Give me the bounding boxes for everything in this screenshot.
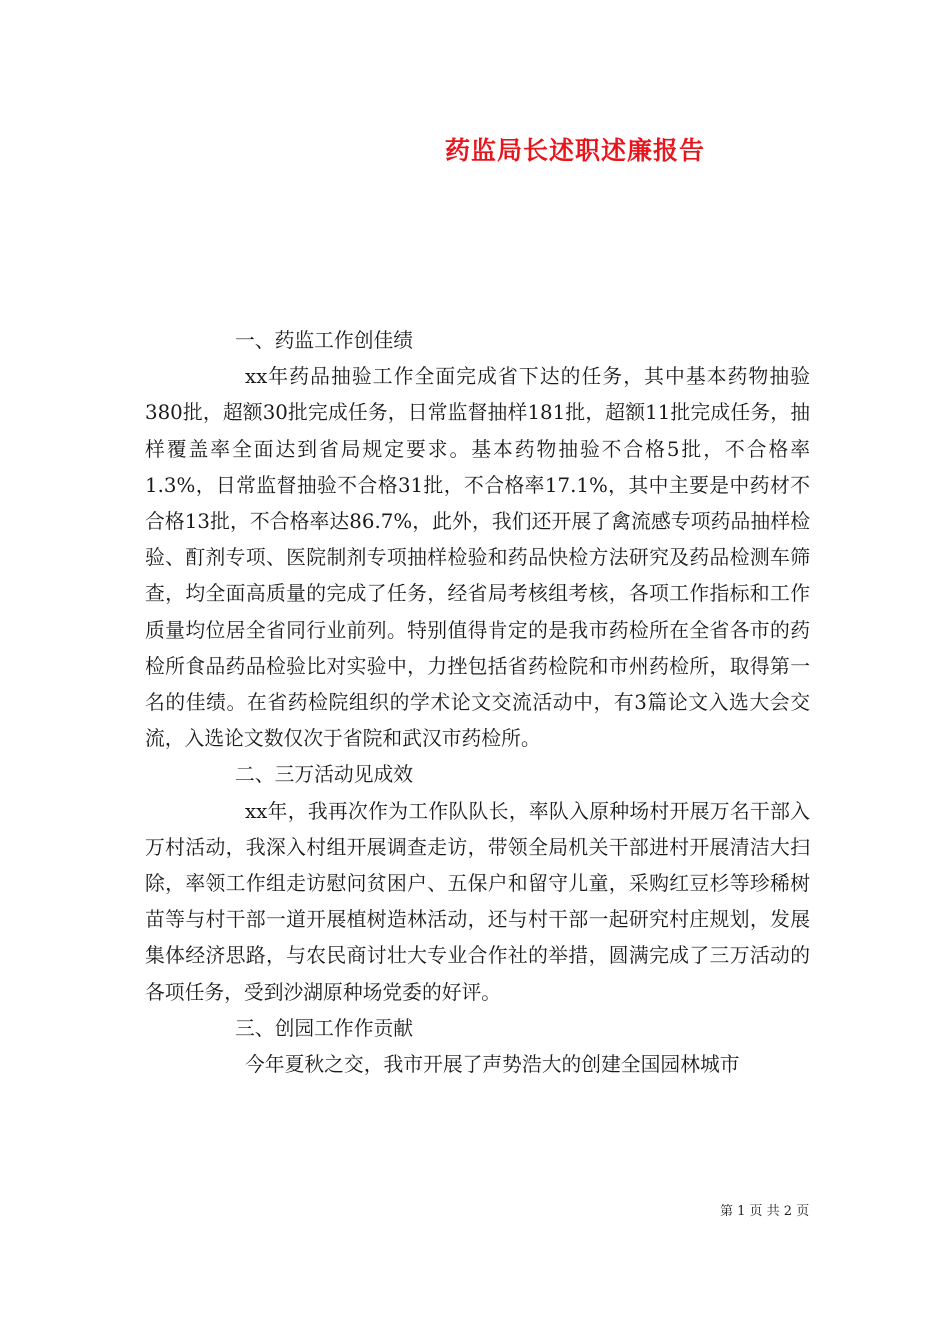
page-title: 药监局长述职述廉报告	[444, 136, 705, 165]
body-paragraph: xx年药品抽验工作全面完成省下达的任务，其中基本药物抽验380批，超额30批完成任务，日常监督抽样181批，超额11批完成任务，抽样覆盖率全面达到省局规定要求。基本药物抽验不合格5批，不合格率1.3%，日常监督抽验不合格31批，不合格率17.1%，其中主要是中药材不合格13批，不合格率达86.7%，此外，我们还开展了禽流感专项药品抽样检验、酊剂专项、医院制剂专项抽样检验和药品快检方法研究及药品检测车筛查，均全面高质量的完成了任务，经省局考核组考核，各项工作指标和工作质量均位居全省同行业前列。特别值得肯定的是我市药检所在全省各市的药检所食品药品检验比对实验中，力挫包括省药检院和市州药检所，取得第一名的佳绩。在省药检院组织的学术论文交流活动中，有3篇论文入选大会交流，入选论文数仅次于省院和武汉市药检所。	[145, 365, 810, 751]
section-heading: 三、创园工作作贡献	[235, 1016, 414, 1040]
section-heading: 二、三万活动见成效	[235, 763, 414, 787]
document-body	[145, 323, 810, 1083]
section-heading: 一、药监工作创佳绩	[235, 329, 414, 352]
body-paragraph: 今年夏秋之交，我市开展了声势浩大的创建全国园林城市	[245, 1053, 740, 1077]
page-number: 第 1 页 共 2 页	[720, 1204, 810, 1219]
body-paragraph: xx年，我再次作为工作队队长，率队入原种场村开展万名干部入万村活动，我深入村组开展调查走访，带领全局机关干部进村开展清洁大扫除，率领工作组走访慰问贫困户、五保户和留守儿童，采购红豆杉等珍稀树苗等与村干部一道开展植树造林活动，还与村干部一起研究村庄规划，发展集体经济思路，与农民商讨壮大专业合作社的举措，圆满完成了三万活动的各项任务，受到沙湖原种场党委的好评。	[145, 799, 810, 1004]
